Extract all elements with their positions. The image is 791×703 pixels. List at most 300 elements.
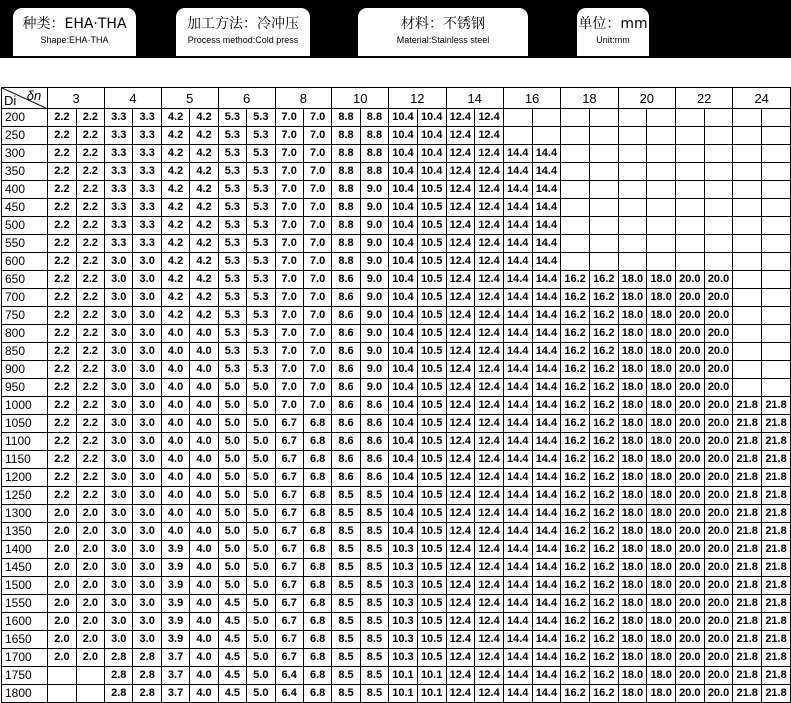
- thickness-value-cell: 3.0: [105, 343, 133, 361]
- thickness-value-cell: 6.8: [303, 541, 331, 559]
- thickness-value-cell: 3.0: [133, 415, 161, 433]
- thickness-value-cell: 14.4: [503, 271, 532, 289]
- thickness-value-cell: 5.3: [218, 181, 246, 199]
- thickness-value-cell: 6.8: [303, 451, 331, 469]
- thickness-value-cell: 3.0: [105, 433, 133, 451]
- thickness-value-cell: 4.0: [190, 631, 218, 649]
- thickness-value-cell: 5.0: [247, 505, 275, 523]
- table-row: [2, 109, 791, 127]
- thickness-value-cell: 12.4: [446, 577, 475, 595]
- thickness-value-cell: 12.4: [446, 127, 475, 145]
- material-label-en: Material:Stainless steel: [396, 35, 490, 45]
- thickness-value-cell: 12.4: [446, 271, 475, 289]
- thickness-value-cell: 12.4: [446, 145, 475, 163]
- thickness-value-cell: 6.4: [275, 667, 303, 685]
- thickness-value-cell: 20.0: [676, 379, 705, 397]
- thickness-value-cell: [762, 127, 791, 145]
- thickness-value-cell: 7.0: [303, 361, 331, 379]
- thickness-value-cell: 18.0: [647, 505, 676, 523]
- thickness-value-cell: [589, 163, 618, 181]
- thickness-value-cell: 2.2: [48, 253, 76, 271]
- table-row: [2, 271, 791, 289]
- thickness-value-cell: 14.4: [532, 595, 561, 613]
- thickness-value-cell: 16.2: [561, 433, 590, 451]
- thickness-value-cell: 3.7: [161, 667, 189, 685]
- thickness-value-cell: 5.0: [247, 667, 275, 685]
- thickness-value-cell: 5.0: [218, 397, 246, 415]
- thickness-value-cell: 16.2: [589, 577, 618, 595]
- diameter-cell: 1350: [2, 523, 48, 541]
- thickness-value-cell: 2.2: [48, 109, 76, 127]
- thickness-value-cell: 10.5: [417, 559, 446, 577]
- thickness-value-cell: 12.4: [475, 577, 504, 595]
- thickness-value-cell: 18.0: [618, 433, 647, 451]
- thickness-value-cell: 16.2: [561, 397, 590, 415]
- thickness-value-cell: 4.2: [161, 145, 189, 163]
- thickness-value-cell: 8.6: [332, 271, 360, 289]
- thickness-value-cell: 9.0: [360, 289, 388, 307]
- thickness-value-cell: [618, 199, 647, 217]
- thickness-value-cell: 10.5: [417, 649, 446, 667]
- thickness-value-cell: 2.2: [76, 199, 104, 217]
- thickness-value-cell: 7.0: [303, 127, 331, 145]
- thickness-value-cell: 3.3: [133, 163, 161, 181]
- thickness-value-cell: 4.5: [218, 595, 246, 613]
- thickness-value-cell: 10.3: [389, 577, 418, 595]
- thickness-value-cell: [762, 343, 791, 361]
- thickness-value-cell: 10.4: [389, 415, 418, 433]
- thickness-value-cell: 10.3: [389, 541, 418, 559]
- thickness-value-cell: 4.0: [190, 343, 218, 361]
- thickness-value-cell: 6.8: [303, 685, 331, 703]
- thickness-value-cell: 18.0: [618, 361, 647, 379]
- table-row: [2, 235, 791, 253]
- thickness-value-cell: 12.4: [446, 343, 475, 361]
- diameter-cell: 400: [2, 181, 48, 199]
- table-row: [2, 253, 791, 271]
- thickness-value-cell: 2.2: [48, 235, 76, 253]
- thickness-value-cell: 3.0: [133, 271, 161, 289]
- thickness-value-cell: 14.4: [503, 595, 532, 613]
- header-row: [2, 88, 791, 109]
- thickness-value-cell: 10.4: [389, 487, 418, 505]
- thickness-value-cell: 14.4: [532, 289, 561, 307]
- thickness-value-cell: [704, 181, 733, 199]
- thickness-value-cell: 20.0: [676, 631, 705, 649]
- thickness-value-cell: 2.2: [76, 181, 104, 199]
- thickness-value-cell: 4.0: [190, 379, 218, 397]
- thickness-value-cell: [647, 145, 676, 163]
- thickness-value-cell: 18.0: [618, 397, 647, 415]
- thickness-value-cell: 5.3: [218, 343, 246, 361]
- thickness-value-cell: 6.7: [275, 541, 303, 559]
- thickness-value-cell: 7.0: [303, 163, 331, 181]
- thickness-value-cell: 4.2: [190, 127, 218, 145]
- thickness-value-cell: 5.0: [218, 469, 246, 487]
- thickness-value-cell: 21.8: [733, 487, 762, 505]
- thickness-value-cell: 5.0: [247, 685, 275, 703]
- thickness-value-cell: 2.2: [48, 487, 76, 505]
- thickness-value-cell: [704, 145, 733, 163]
- thickness-value-cell: 20.0: [704, 595, 733, 613]
- thickness-value-cell: 5.3: [218, 145, 246, 163]
- diameter-cell: 600: [2, 253, 48, 271]
- thickness-value-cell: 12.4: [446, 289, 475, 307]
- thickness-value-cell: 10.5: [417, 577, 446, 595]
- thickness-value-cell: 7.0: [275, 199, 303, 217]
- thickness-value-cell: 2.2: [76, 271, 104, 289]
- thickness-value-cell: 4.2: [161, 307, 189, 325]
- thickness-value-cell: [704, 109, 733, 127]
- thickness-value-cell: 20.0: [704, 415, 733, 433]
- diameter-cell: 1500: [2, 577, 48, 595]
- table-row: [2, 289, 791, 307]
- thickness-value-cell: 2.2: [76, 397, 104, 415]
- thickness-value-cell: 10.3: [389, 613, 418, 631]
- thickness-value-cell: 8.6: [332, 415, 360, 433]
- thickness-value-cell: 16.2: [561, 559, 590, 577]
- thickness-value-cell: 12.4: [446, 685, 475, 703]
- thickness-header: 12: [389, 88, 446, 109]
- thickness-value-cell: 10.5: [417, 361, 446, 379]
- thickness-value-cell: 16.2: [589, 631, 618, 649]
- thickness-value-cell: 2.0: [48, 613, 76, 631]
- thickness-value-cell: 14.4: [532, 199, 561, 217]
- thickness-value-cell: 16.2: [589, 289, 618, 307]
- thickness-value-cell: 5.3: [247, 343, 275, 361]
- thickness-value-cell: 16.2: [589, 433, 618, 451]
- thickness-value-cell: 6.8: [303, 505, 331, 523]
- thickness-value-cell: 16.2: [589, 505, 618, 523]
- thickness-value-cell: 14.4: [503, 181, 532, 199]
- diameter-cell: 300: [2, 145, 48, 163]
- thickness-value-cell: 21.8: [733, 613, 762, 631]
- diameter-cell: 750: [2, 307, 48, 325]
- thickness-header: 8: [275, 88, 332, 109]
- thickness-value-cell: 10.5: [417, 613, 446, 631]
- thickness-value-cell: 5.3: [218, 163, 246, 181]
- thickness-value-cell: 12.4: [475, 685, 504, 703]
- thickness-value-cell: 20.0: [704, 397, 733, 415]
- thickness-value-cell: 16.2: [589, 487, 618, 505]
- thickness-value-cell: 6.8: [303, 487, 331, 505]
- thickness-value-cell: 21.8: [733, 523, 762, 541]
- thickness-value-cell: 3.0: [133, 469, 161, 487]
- thickness-value-cell: 7.0: [275, 307, 303, 325]
- thickness-value-cell: 14.4: [503, 469, 532, 487]
- thickness-value-cell: 4.0: [190, 361, 218, 379]
- thickness-value-cell: 20.0: [704, 631, 733, 649]
- thickness-value-cell: 10.4: [389, 235, 418, 253]
- thickness-value-cell: 14.4: [503, 415, 532, 433]
- thickness-value-cell: 7.0: [303, 235, 331, 253]
- thickness-value-cell: 3.0: [133, 577, 161, 595]
- table-row: [2, 379, 791, 397]
- thickness-value-cell: 4.0: [161, 325, 189, 343]
- thickness-value-cell: 3.0: [105, 469, 133, 487]
- thickness-value-cell: 8.5: [360, 505, 388, 523]
- thickness-value-cell: 8.5: [332, 595, 360, 613]
- thickness-value-cell: 16.2: [561, 487, 590, 505]
- thickness-value-cell: 10.4: [417, 145, 446, 163]
- thickness-value-cell: 10.4: [389, 217, 418, 235]
- thickness-value-cell: 2.2: [76, 433, 104, 451]
- diameter-cell: 1550: [2, 595, 48, 613]
- thickness-value-cell: 3.0: [105, 577, 133, 595]
- thickness-value-cell: 14.4: [503, 451, 532, 469]
- thickness-value-cell: 12.4: [446, 523, 475, 541]
- thickness-value-cell: 14.4: [503, 487, 532, 505]
- thickness-value-cell: 14.4: [532, 397, 561, 415]
- thickness-value-cell: 4.0: [161, 469, 189, 487]
- diameter-cell: 800: [2, 325, 48, 343]
- thickness-value-cell: 12.4: [446, 415, 475, 433]
- thickness-value-cell: 2.2: [48, 343, 76, 361]
- thickness-value-cell: [733, 217, 762, 235]
- thickness-value-cell: 10.5: [417, 343, 446, 361]
- thickness-value-cell: 4.0: [161, 487, 189, 505]
- thickness-value-cell: [618, 163, 647, 181]
- thickness-value-cell: 2.2: [48, 451, 76, 469]
- thickness-value-cell: [762, 181, 791, 199]
- thickness-value-cell: 12.4: [446, 433, 475, 451]
- thickness-value-cell: 7.0: [275, 379, 303, 397]
- thickness-value-cell: 5.0: [218, 415, 246, 433]
- thickness-value-cell: 3.0: [133, 613, 161, 631]
- thickness-value-cell: [762, 361, 791, 379]
- thickness-value-cell: 5.0: [247, 469, 275, 487]
- thickness-value-cell: 5.0: [247, 487, 275, 505]
- table-row: [2, 433, 791, 451]
- thickness-value-cell: 12.4: [475, 487, 504, 505]
- thickness-header: 22: [676, 88, 733, 109]
- tab-material: [358, 8, 528, 56]
- thickness-value-cell: [762, 325, 791, 343]
- thickness-value-cell: [762, 145, 791, 163]
- thickness-value-cell: 4.0: [161, 415, 189, 433]
- thickness-value-cell: 12.4: [446, 451, 475, 469]
- table-row: [2, 469, 791, 487]
- thickness-value-cell: 14.4: [503, 505, 532, 523]
- thickness-value-cell: 21.8: [762, 559, 791, 577]
- thickness-value-cell: 16.2: [561, 271, 590, 289]
- table-row: [2, 181, 791, 199]
- thickness-value-cell: 16.2: [561, 307, 590, 325]
- thickness-value-cell: 21.8: [762, 415, 791, 433]
- thickness-value-cell: 20.0: [704, 541, 733, 559]
- thickness-value-cell: [762, 235, 791, 253]
- thickness-value-cell: 16.2: [589, 685, 618, 703]
- thickness-value-cell: 8.8: [332, 199, 360, 217]
- thickness-value-cell: 12.4: [475, 631, 504, 649]
- thickness-value-cell: 12.4: [475, 199, 504, 217]
- table-row: [2, 685, 791, 703]
- thickness-value-cell: 2.2: [76, 289, 104, 307]
- thickness-value-cell: 10.5: [417, 415, 446, 433]
- thickness-value-cell: 21.8: [733, 559, 762, 577]
- thickness-value-cell: 8.5: [332, 559, 360, 577]
- thickness-value-cell: 18.0: [647, 559, 676, 577]
- thickness-value-cell: 20.0: [676, 289, 705, 307]
- thickness-value-cell: 4.0: [190, 325, 218, 343]
- thickness-value-cell: [647, 199, 676, 217]
- thickness-value-cell: 18.0: [618, 631, 647, 649]
- thickness-value-cell: 14.4: [532, 325, 561, 343]
- thickness-value-cell: 14.4: [532, 307, 561, 325]
- thickness-value-cell: 7.0: [275, 181, 303, 199]
- thickness-value-cell: 16.2: [561, 451, 590, 469]
- thickness-value-cell: 4.5: [218, 667, 246, 685]
- thickness-value-cell: 8.6: [332, 379, 360, 397]
- thickness-value-cell: 10.5: [417, 505, 446, 523]
- thickness-value-cell: 12.4: [446, 199, 475, 217]
- thickness-value-cell: 4.0: [161, 451, 189, 469]
- thickness-value-cell: 8.5: [360, 631, 388, 649]
- thickness-value-cell: [676, 217, 705, 235]
- diameter-cell: 850: [2, 343, 48, 361]
- thickness-value-cell: 10.3: [389, 559, 418, 577]
- thickness-value-cell: 14.4: [532, 685, 561, 703]
- thickness-value-cell: 14.4: [532, 631, 561, 649]
- thickness-value-cell: 14.4: [503, 163, 532, 181]
- shape-label-cn: 种类：EHA·THA: [22, 16, 127, 32]
- thickness-value-cell: [733, 145, 762, 163]
- thickness-value-cell: 2.2: [48, 289, 76, 307]
- diameter-cell: 1400: [2, 541, 48, 559]
- thickness-value-cell: 10.5: [417, 433, 446, 451]
- thickness-value-cell: [561, 217, 590, 235]
- thickness-value-cell: 2.2: [76, 343, 104, 361]
- thickness-value-cell: 18.0: [618, 451, 647, 469]
- thickness-value-cell: 7.0: [275, 217, 303, 235]
- thickness-value-cell: 12.4: [475, 109, 504, 127]
- thickness-value-cell: 14.4: [503, 667, 532, 685]
- thickness-value-cell: 16.2: [589, 343, 618, 361]
- thickness-value-cell: 12.4: [475, 145, 504, 163]
- thickness-value-cell: 4.2: [190, 109, 218, 127]
- thickness-value-cell: 14.4: [532, 415, 561, 433]
- thickness-value-cell: 2.2: [76, 325, 104, 343]
- thickness-value-cell: 6.7: [275, 595, 303, 613]
- thickness-value-cell: 7.0: [303, 343, 331, 361]
- thickness-value-cell: 20.0: [676, 343, 705, 361]
- thickness-value-cell: 3.7: [161, 649, 189, 667]
- thickness-header: 20: [618, 88, 675, 109]
- thickness-value-cell: 6.8: [303, 667, 331, 685]
- thickness-value-cell: 21.8: [762, 577, 791, 595]
- thickness-value-cell: 9.0: [360, 343, 388, 361]
- thickness-value-cell: 8.5: [360, 595, 388, 613]
- thickness-value-cell: 2.8: [133, 667, 161, 685]
- thickness-value-cell: 7.0: [303, 145, 331, 163]
- thickness-value-cell: 10.5: [417, 307, 446, 325]
- thickness-value-cell: 14.4: [503, 217, 532, 235]
- thickness-value-cell: [589, 145, 618, 163]
- thickness-value-cell: 18.0: [618, 613, 647, 631]
- thickness-value-cell: 4.2: [190, 235, 218, 253]
- thickness-value-cell: 9.0: [360, 235, 388, 253]
- thickness-value-cell: [733, 181, 762, 199]
- thickness-value-cell: 8.5: [332, 505, 360, 523]
- thickness-value-cell: 7.0: [303, 199, 331, 217]
- thickness-value-cell: 10.5: [417, 253, 446, 271]
- thickness-value-cell: 16.2: [561, 523, 590, 541]
- thickness-value-cell: 16.2: [589, 415, 618, 433]
- thickness-value-cell: 20.0: [676, 487, 705, 505]
- thickness-value-cell: 6.7: [275, 613, 303, 631]
- table-row: [2, 451, 791, 469]
- thickness-value-cell: 20.0: [676, 685, 705, 703]
- thickness-value-cell: [676, 199, 705, 217]
- thickness-value-cell: 21.8: [762, 469, 791, 487]
- thickness-value-cell: 18.0: [618, 343, 647, 361]
- thickness-value-cell: 14.4: [503, 379, 532, 397]
- thickness-value-cell: 8.8: [360, 109, 388, 127]
- thickness-value-cell: [704, 217, 733, 235]
- thickness-value-cell: 5.3: [247, 289, 275, 307]
- thickness-value-cell: 20.0: [676, 577, 705, 595]
- thickness-value-cell: [647, 217, 676, 235]
- thickness-value-cell: 21.8: [762, 523, 791, 541]
- thickness-value-cell: 14.4: [503, 343, 532, 361]
- thickness-value-cell: 18.0: [618, 649, 647, 667]
- thickness-value-cell: 4.0: [161, 523, 189, 541]
- thickness-value-cell: 5.3: [218, 217, 246, 235]
- tab-process-method: [176, 8, 310, 56]
- thickness-value-cell: 21.8: [762, 631, 791, 649]
- thickness-value-cell: 2.2: [76, 145, 104, 163]
- thickness-value-cell: 8.5: [332, 577, 360, 595]
- thickness-value-cell: 2.0: [48, 505, 76, 523]
- thickness-table: [1, 87, 791, 703]
- thickness-value-cell: 20.0: [704, 307, 733, 325]
- thickness-value-cell: 7.0: [303, 109, 331, 127]
- table-row: [2, 397, 791, 415]
- thickness-value-cell: 8.8: [332, 217, 360, 235]
- thickness-value-cell: [618, 253, 647, 271]
- thickness-value-cell: 8.6: [332, 289, 360, 307]
- thickness-value-cell: 3.3: [133, 181, 161, 199]
- thickness-value-cell: 18.0: [647, 667, 676, 685]
- thickness-value-cell: 4.0: [190, 649, 218, 667]
- thickness-value-cell: 8.5: [332, 487, 360, 505]
- table-row: [2, 577, 791, 595]
- thickness-value-cell: 12.4: [475, 505, 504, 523]
- thickness-value-cell: 3.3: [105, 199, 133, 217]
- thickness-value-cell: 3.0: [105, 523, 133, 541]
- unit-label-cn: 单位：mm: [578, 16, 648, 32]
- thickness-value-cell: 16.2: [589, 613, 618, 631]
- thickness-value-cell: 12.4: [475, 523, 504, 541]
- thickness-value-cell: 2.0: [76, 613, 104, 631]
- thickness-value-cell: 2.2: [76, 109, 104, 127]
- diameter-cell: 1300: [2, 505, 48, 523]
- thickness-value-cell: 4.2: [190, 289, 218, 307]
- thickness-value-cell: 7.0: [303, 325, 331, 343]
- thickness-value-cell: 16.2: [589, 523, 618, 541]
- thickness-value-cell: 3.3: [105, 109, 133, 127]
- thickness-value-cell: 2.8: [105, 667, 133, 685]
- thickness-value-cell: 18.0: [647, 397, 676, 415]
- thickness-value-cell: 8.5: [332, 649, 360, 667]
- thickness-value-cell: 3.3: [105, 217, 133, 235]
- thickness-value-cell: [503, 109, 532, 127]
- thickness-value-cell: 21.8: [733, 505, 762, 523]
- thickness-value-cell: [676, 109, 705, 127]
- table-row: [2, 595, 791, 613]
- shape-label-en: Shape:EHA·THA: [40, 35, 109, 45]
- thickness-value-cell: 21.8: [733, 397, 762, 415]
